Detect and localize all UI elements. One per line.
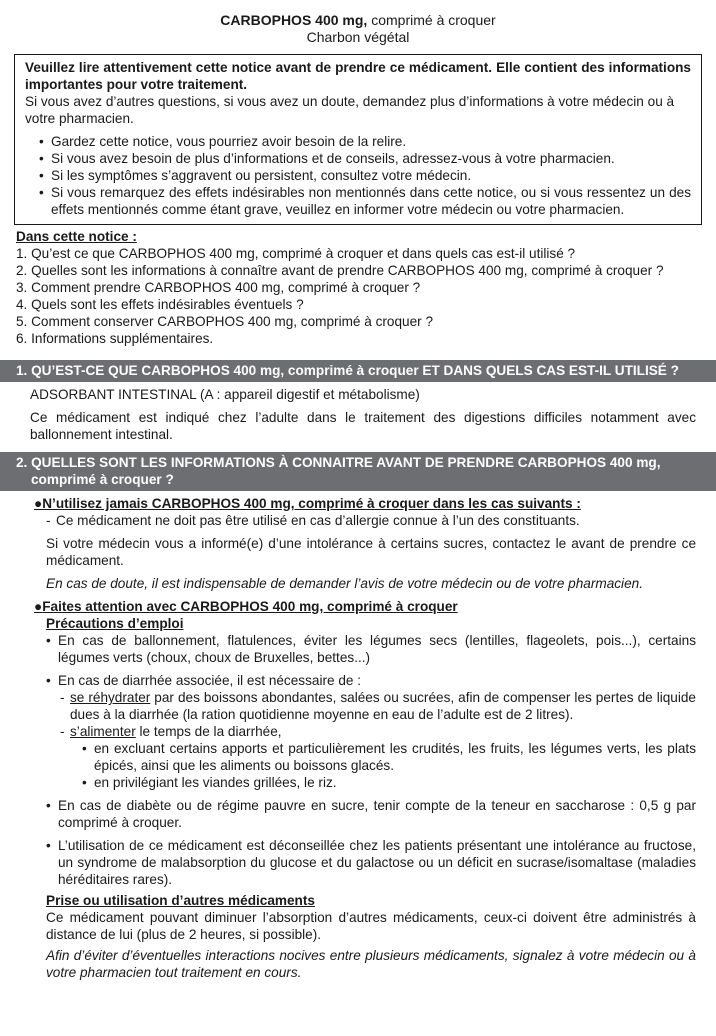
warning-bullet: • Si vous remarquez des effets indésirables non mentionnés dans cette notice, ou si vous ressentez un des effets mentionnés comme étant grave, veuillez en informer votre médecin ou votre pharmacien.: [39, 184, 691, 218]
toc-item: 2. Quelles sont les informations à connaître avant de prendre CARBOPHOS 400 mg, comprimé à croquer ?: [16, 263, 664, 278]
section-1-body: [0, 382, 716, 443]
toc-list: [0, 245, 716, 347]
section-1-indication: Ce médicament est indiqué chez l’adulte dans le traitement des digestions difficiles notamment avec ballonnement intestinal.: [30, 410, 696, 442]
feed-subitem: • en privilégiant les viandes grillées, le riz.: [82, 774, 696, 791]
precautions-title: Précautions d’emploi: [46, 616, 184, 631]
precaution-bloating: • En cas de ballonnement, flatulences, éviter les légumes secs (lentilles, flageolets, pois...), certains légumes verts (choux, choux de Bruxelles, bettes...): [46, 632, 696, 666]
doubt-note: En cas de doute, il est indispensable de demander l’avis de votre médecin ou de votre pharmacien.: [46, 576, 643, 591]
never-use-title: ●N’utilisez jamais CARBOPHOS 400 mg, comprimé à croquer dans les cas suivants :: [34, 496, 581, 511]
section-1-heading: 1. QU’EST-CE QUE CARBOPHOS 400 mg, comprimé à croquer ET DANS QUELS CAS EST-IL UTILISÉ ?: [0, 360, 716, 382]
product-form: comprimé à croquer: [367, 12, 496, 28]
warning-text: Si vous avez d’autres questions, si vous avez un doute, demandez plus d’informations à votre médecin ou à votre pharmacien.: [25, 94, 675, 126]
sugar-intolerance-note: Si votre médecin vous a informé(e) d’une intolérance à certains sucres, contactez le avant de prendre ce médicament.: [46, 536, 696, 568]
warning-lead: Veuillez lire attentivement cette notice avant de prendre ce médicament. Elle contient des informations importantes pour votre traitement.: [25, 60, 691, 92]
toc-item: 1. Qu’est ce que CARBOPHOS 400 mg, comprimé à croquer et dans quels cas est-il utilisé ?: [16, 246, 576, 261]
section-2-heading-line1: 2. QUELLES SONT LES INFORMATIONS À CONNAITRE AVANT DE PRENDRE CARBOPHOS 400 mg,: [16, 455, 661, 470]
precaution-diarrhea: • En cas de diarrhée associée, il est nécessaire de :: [46, 672, 696, 689]
warning-bullet: • Gardez cette notice, vous pourriez avoir besoin de la relire.: [39, 133, 691, 150]
toc-item: 4. Quels sont les effets indésirables éventuels ?: [16, 297, 304, 312]
product-subtitle: Charbon végétal: [306, 29, 410, 45]
feed-subitem: • en excluant certains apports et particulièrement les crudités, les fruits, les légumes verts, les plats épicés, ainsi que les aliments ou boissons glacés.: [82, 740, 696, 774]
warning-bullet: • Si vous avez besoin de plus d’informations et de conseils, adressez-vous à votre pharmacien.: [39, 150, 691, 167]
toc-title: Dans cette notice :: [16, 229, 137, 244]
never-use-item: - Ce médicament ne doit pas être utilisé en cas d’allergie connue à l’un des constituants.: [46, 512, 696, 529]
precaution-diabetes: • En cas de diabète ou de régime pauvre en sucre, tenir compte de la teneur en saccharose : 0,5 g par comprimé à croquer.: [46, 797, 696, 831]
section-2-heading-line2: comprimé à croquer ?: [31, 472, 174, 487]
product-name: CARBOPHOS 400 mg,: [220, 12, 368, 28]
warning-bullet: • Si les symptômes s’aggravent ou persistent, consultez votre médecin.: [39, 167, 691, 184]
toc-item: 6. Informations supplémentaires.: [16, 331, 214, 346]
section-2-heading: [0, 452, 716, 491]
rehydrate-item: - se réhydrater par des boissons abondantes, salées ou sucrées, afin de compenser les pertes de liquide dues à la diarrhée (la ration quotidienne moyenne en eau de l’adulte est de 2 litres).: [60, 689, 696, 723]
caution-title: ●Faites attention avec CARBOPHOS 400 mg, comprimé à croquer: [34, 599, 458, 614]
toc-item: 5. Comment conserver CARBOPHOS 400 mg, comprimé à croquer ?: [16, 314, 434, 329]
other-meds-text: Ce médicament pouvant diminuer l’absorption d’autres médicaments, ceux-ci doivent être administrés à distance de lui (plus de 2 heures, si possible).: [46, 910, 696, 942]
feed-item: - s’alimenter le temps de la diarrhée,: [60, 723, 696, 740]
warning-bullets: [25, 133, 691, 218]
other-meds-note: Afin d’éviter d’éventuelles interactions nocives entre plusieurs médicaments, signalez à votre médecin ou à votre pharmacien tout traitement en cours.: [46, 948, 696, 980]
document-title: [0, 12, 716, 46]
section-2-body: [0, 491, 716, 981]
warning-box: [14, 54, 702, 225]
section-1-classification: ADSORBANT INTESTINAL (A : appareil digestif et métabolisme): [30, 387, 420, 402]
other-meds-title: Prise ou utilisation d’autres médicaments: [46, 893, 315, 908]
precaution-intolerance: • L’utilisation de ce médicament est déconseillée chez les patients présentant une intolérance au fructose, un syndrome de malabsorption du glucose et du galactose ou un déficit en sucrase/isomaltase (maladies héréditaires rares).: [46, 837, 696, 888]
toc-item: 3. Comment prendre CARBOPHOS 400 mg, comprimé à croquer ?: [16, 280, 421, 295]
